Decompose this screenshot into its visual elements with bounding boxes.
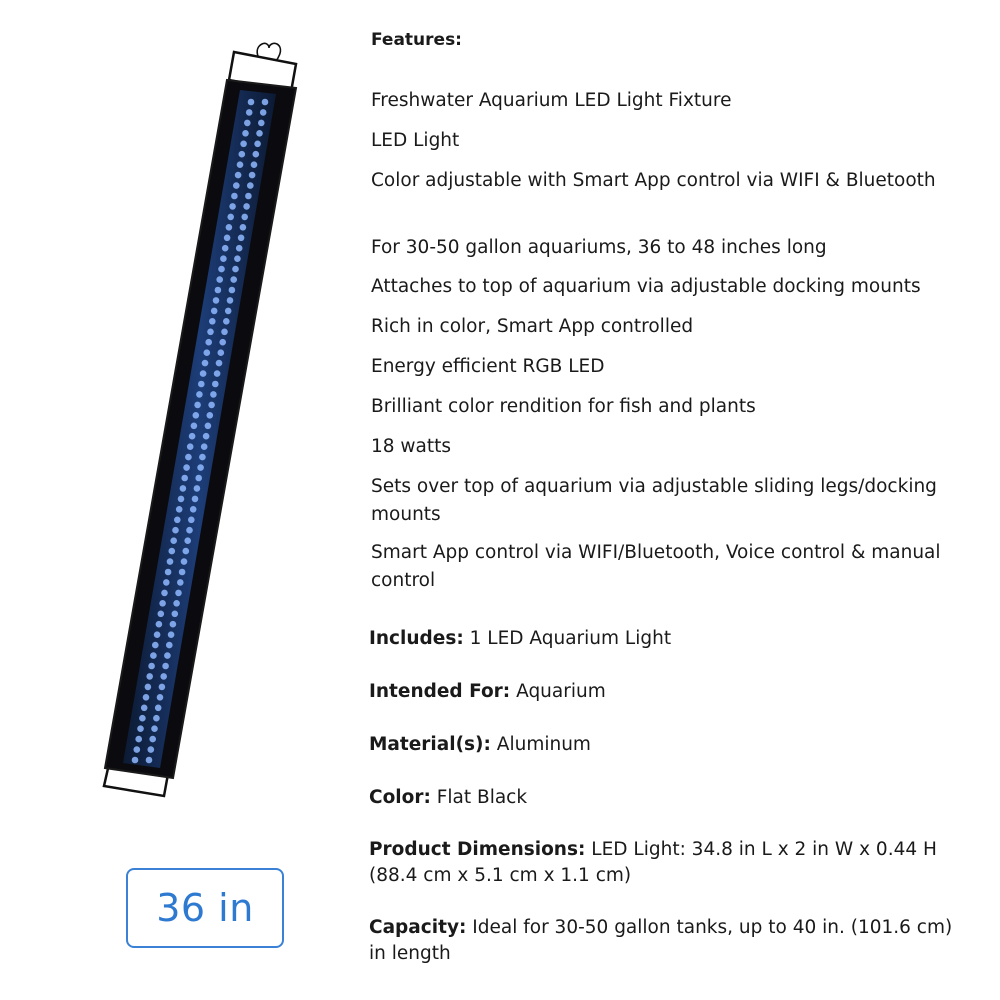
feature-item: Attaches to top of aquarium via adjustable docking mounts	[371, 276, 921, 297]
led-dot	[216, 276, 223, 283]
led-dot	[253, 151, 260, 158]
led-dot	[210, 391, 217, 398]
features-heading: Features:	[371, 30, 462, 50]
led-dot	[179, 569, 186, 576]
led-dot	[244, 120, 251, 127]
led-dot	[212, 381, 219, 388]
spec-intended-for	[369, 679, 969, 705]
led-dot	[162, 663, 169, 670]
feature-item: Energy efficient RGB LED	[371, 356, 605, 377]
spec-value: Aluminum	[496, 734, 591, 755]
led-dot	[231, 193, 238, 200]
led-dot	[243, 203, 250, 210]
led-dot	[148, 663, 155, 670]
led-dot	[164, 652, 171, 659]
led-dot	[242, 130, 249, 137]
spec-value: 1 LED Aquarium Light	[469, 628, 672, 649]
led-dot	[199, 454, 206, 461]
led-dot	[227, 297, 234, 304]
led-dot	[226, 224, 233, 231]
led-dot	[246, 109, 253, 116]
led-dot	[229, 287, 236, 294]
spec-value: Aquarium	[516, 681, 606, 702]
led-dot	[134, 746, 141, 753]
led-dot	[216, 360, 223, 367]
led-dot	[149, 736, 156, 743]
led-dot	[201, 443, 208, 450]
led-dot	[237, 161, 244, 168]
led-dot	[189, 433, 196, 440]
led-dot	[215, 287, 222, 294]
led-dot	[145, 684, 152, 691]
led-dot	[247, 182, 254, 189]
led-dot	[181, 475, 188, 482]
led-dot	[183, 464, 190, 471]
led-dot	[235, 172, 242, 179]
spec-value: LED Light: 34.8 in L x 2 in W x 0.44 H (88.4 cm x 5.1 cm x 1.1 cm)	[369, 839, 937, 886]
led-dot	[160, 673, 167, 680]
led-dot	[154, 631, 161, 638]
led-dot	[173, 600, 180, 607]
led-dot	[219, 339, 226, 346]
led-dot	[186, 527, 193, 534]
led-dot	[207, 412, 214, 419]
spec-label: Product Dimensions:	[369, 839, 586, 860]
led-dot	[233, 182, 240, 189]
spec-label: Capacity:	[369, 917, 467, 938]
led-dot	[158, 611, 165, 618]
led-dot	[248, 99, 255, 106]
led-dot	[249, 172, 256, 179]
led-dot	[223, 318, 230, 325]
led-dot	[176, 506, 183, 513]
led-dot	[181, 558, 188, 565]
led-dot	[232, 266, 239, 273]
led-dot	[218, 266, 225, 273]
led-dot	[170, 537, 177, 544]
led-dot	[178, 496, 185, 503]
led-dot	[194, 402, 201, 409]
size-option-badge[interactable]: 36 in	[126, 868, 284, 948]
led-dot	[150, 652, 157, 659]
led-dot	[245, 193, 252, 200]
led-dot	[174, 517, 181, 524]
led-dot	[172, 527, 179, 534]
led-dot	[236, 245, 243, 252]
led-dot	[152, 642, 159, 649]
spec-product-dimensions	[369, 837, 969, 889]
led-dot	[198, 381, 205, 388]
led-dot	[163, 579, 170, 586]
spec-capacity	[369, 915, 969, 967]
led-dot	[161, 590, 168, 597]
led-dot	[197, 464, 204, 471]
led-dot	[188, 517, 195, 524]
led-dot	[132, 757, 139, 764]
led-dot	[240, 141, 247, 148]
led-strip	[123, 90, 276, 768]
led-dot	[143, 694, 150, 701]
feature-item: Freshwater Aquarium LED Light Fixture	[371, 90, 732, 111]
led-dot	[240, 224, 247, 231]
led-dot	[168, 631, 175, 638]
spec-materials	[369, 732, 969, 758]
led-dot	[190, 506, 197, 513]
led-dot	[159, 600, 166, 607]
led-dot	[139, 715, 146, 722]
led-dot	[141, 705, 148, 712]
spec-label: Color:	[369, 787, 431, 808]
led-dot	[213, 297, 220, 304]
led-dot	[204, 349, 211, 356]
feature-item: Brilliant color rendition for fish and plants	[371, 396, 756, 417]
led-dot	[258, 120, 265, 127]
led-dot	[239, 151, 246, 158]
led-dot	[153, 715, 160, 722]
led-dot	[195, 475, 202, 482]
spec-label: Includes:	[369, 628, 464, 649]
led-dot	[224, 235, 231, 242]
feature-item: Smart App control via WIFI/Bluetooth, Voice control & manual control	[371, 542, 941, 591]
led-dot	[220, 255, 227, 262]
led-dot	[254, 141, 261, 148]
led-dot	[221, 329, 228, 336]
led-dot	[205, 339, 212, 346]
led-dot	[203, 433, 210, 440]
spec-label: Intended For:	[369, 681, 511, 702]
led-dot	[234, 255, 241, 262]
feature-item: Rich in color, Smart App controlled	[371, 316, 694, 337]
led-light-fixture-image	[90, 30, 350, 810]
led-dot	[187, 443, 194, 450]
led-dot	[183, 548, 190, 555]
led-dot	[196, 391, 203, 398]
led-dot	[207, 329, 214, 336]
led-dot	[184, 537, 191, 544]
feature-item: 18 watts	[371, 436, 452, 457]
led-dot	[251, 161, 258, 168]
led-dot	[262, 99, 269, 106]
feature-item: For 30-50 gallon aquariums, 36 to 48 inches long	[371, 237, 827, 258]
led-dot	[238, 235, 245, 242]
led-dot	[155, 705, 162, 712]
led-dot	[218, 349, 225, 356]
led-dot	[191, 423, 198, 430]
feature-item: Sets over top of aquarium via adjustable sliding legs/docking mounts	[371, 476, 937, 525]
led-dot	[146, 673, 153, 680]
led-dot	[135, 736, 142, 743]
led-dot	[230, 276, 237, 283]
led-dot	[167, 558, 174, 565]
led-dot	[169, 548, 176, 555]
led-dot	[260, 109, 267, 116]
led-dot	[211, 308, 218, 315]
led-dot	[185, 454, 192, 461]
led-dot	[177, 579, 184, 586]
led-dot	[172, 611, 179, 618]
led-dot	[227, 214, 234, 221]
led-dot	[193, 412, 200, 419]
led-dot	[194, 485, 201, 492]
led-dot	[166, 642, 173, 649]
led-dot	[170, 621, 177, 628]
spec-value: Ideal for 30-50 gallon tanks, up to 40 in. (101.6 cm) in length	[369, 917, 953, 964]
spec-includes	[369, 626, 969, 652]
led-dot	[225, 308, 232, 315]
led-dot	[151, 725, 158, 732]
spec-color	[369, 785, 969, 811]
led-dot	[241, 214, 248, 221]
led-dot	[157, 694, 164, 701]
led-dot	[205, 423, 212, 430]
led-dot	[208, 402, 215, 409]
led-dot	[175, 590, 182, 597]
led-dot	[256, 130, 263, 137]
led-dot	[202, 360, 209, 367]
led-dot	[180, 485, 187, 492]
led-dot	[209, 318, 216, 325]
led-dot	[156, 621, 163, 628]
led-dot	[146, 757, 153, 764]
led-dot	[192, 496, 199, 503]
led-dot	[222, 245, 229, 252]
led-dot	[159, 684, 166, 691]
feature-item: Color adjustable with Smart App control via WIFI & Bluetooth	[371, 170, 936, 191]
led-dot	[229, 203, 236, 210]
led-dot	[148, 746, 155, 753]
spec-label: Material(s):	[369, 734, 491, 755]
spec-value: Flat Black	[436, 787, 528, 808]
led-dot	[137, 725, 144, 732]
led-dot	[214, 370, 221, 377]
feature-item: LED Light	[371, 130, 460, 151]
led-dot	[200, 370, 207, 377]
led-dot	[165, 569, 172, 576]
